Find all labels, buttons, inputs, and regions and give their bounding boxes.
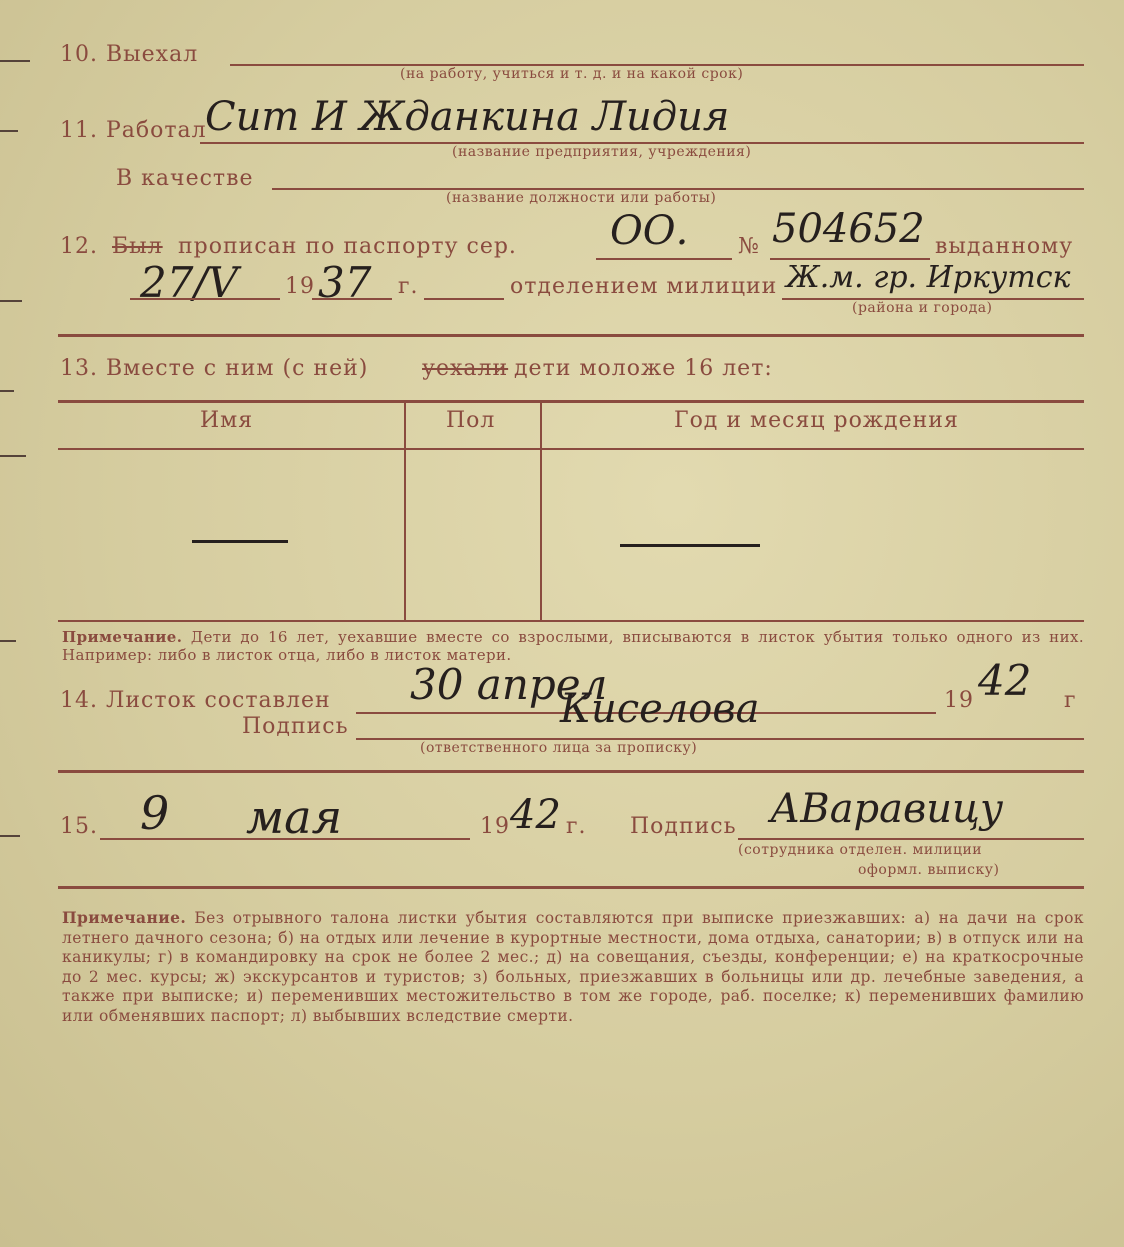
compiled-year-prefix: 19 (944, 688, 974, 713)
table-header-birth: Год и месяц рождения (674, 408, 959, 433)
table-bottom-border (58, 620, 1084, 622)
signature-15-hint-1: (сотрудника отделен. милиции (738, 842, 983, 858)
field-11-value: Сит И Жданкина Лидия (205, 94, 730, 140)
table-header-sex: Пол (446, 408, 496, 433)
edge-mark (0, 130, 18, 132)
footer-note-text: Без отрывного талона листки убытия составляются при выписке приезжавших: а) на дачи на срок летнего дачного сезона; б) на отдых или лечение в курортные местности, дома отдыха, санатории; в) в отпуск или на каникулы; г) в командировку на срок не более 2 мес.; д) на совещания, съезды, конференции; е) на краткосрочные до 2 мес. курсы; ж) экскурсантов и туристов; з) больных, приезжавших в больницы или др. лечебные заведения, а также при выписке; и) переменивших местожительство в том же городе, раб. поселке; к) переменивших фамилию или обменявших паспорт; л) выбывших вследствие смерти. (62, 909, 1085, 1025)
field-10-hint: (на работу, учиться и т. д. и на какой срок) (400, 66, 744, 82)
table-row (620, 544, 760, 547)
police-dept: Ж.м. гр. Иркутск (786, 260, 1071, 295)
footer-note (62, 908, 1084, 1026)
table-col-divider (540, 403, 542, 620)
signature-15-hint-2: оформл. выписку) (858, 862, 1000, 878)
discharge-month: мая (246, 790, 343, 844)
table-col-divider (404, 403, 406, 620)
issue-date-line (130, 298, 280, 300)
field-15-label: 15. (60, 814, 98, 839)
compiled-date: 30 апрел (410, 660, 608, 709)
section-divider (58, 334, 1084, 337)
signature-14: Киселова (560, 686, 760, 732)
signature-15-label: Подпись (630, 814, 737, 839)
edge-mark (0, 300, 22, 302)
field-11-label: 11. Работал (60, 118, 207, 143)
footer-note-title: Примечание. (62, 908, 187, 927)
edge-mark (0, 455, 26, 457)
section-divider (58, 770, 1084, 773)
section-divider (58, 886, 1084, 889)
table-header-border (58, 448, 1084, 450)
field-11-hint: (название предприятия, учреждения) (452, 144, 752, 160)
table-top-border (58, 400, 1084, 403)
issue-year: 37 (318, 258, 372, 307)
dept-hint: (района и города) (852, 300, 993, 316)
discharge-year-prefix: 19 (480, 814, 510, 839)
field-10-label: 10. Выехал (60, 42, 199, 67)
discharge-date-line (100, 838, 470, 840)
discharge-year: 42 (510, 792, 561, 838)
issue-year-prefix: 19 (285, 274, 315, 299)
series-line (596, 258, 732, 260)
field-13-label: 13. Вместе с ним (с ней) (60, 356, 369, 381)
number-label: № (738, 234, 760, 259)
edge-mark (0, 60, 30, 62)
table-row (192, 540, 288, 543)
issue-year-line (312, 298, 392, 300)
issued-label: выданному (935, 234, 1074, 259)
compiled-year: 42 (978, 656, 1032, 705)
children-note-text: Дети до 16 лет, уехавшие вместе со взрослыми, вписываются в листок убытия только одного из них. Например: либо в листок отца, либо в листок матери. (62, 628, 1084, 664)
field-13-label-struck: уехали (422, 356, 509, 381)
field-13-label-end: дети моложе 16 лет: (514, 356, 773, 381)
issue-year-label: г. (398, 274, 419, 299)
table-header-name: Имя (200, 408, 254, 433)
year-filler-line (424, 298, 504, 300)
issue-date: 27/V (140, 258, 238, 307)
signature-14-hint: (ответственного лица за прописку) (420, 740, 698, 756)
edge-mark (0, 640, 16, 642)
signature-15: АВаравицу (770, 786, 1004, 832)
passport-series: ОО. (610, 208, 689, 254)
discharge-day: 9 (140, 786, 170, 840)
position-hint: (название должности или работы) (446, 190, 717, 206)
edge-mark (0, 390, 14, 392)
compiled-year-label: г (1064, 688, 1077, 713)
children-note-title: Примечание. (62, 628, 183, 646)
edge-mark (0, 835, 20, 837)
signature-14-label: Подпись (242, 714, 349, 739)
signature-15-line (738, 838, 1084, 840)
dept-label: отделением милиции (510, 274, 778, 299)
passport-number: 504652 (772, 206, 925, 252)
discharge-year-label: г. (566, 814, 587, 839)
field-14-label: 14. Листок составлен (60, 688, 331, 713)
field-12-label-struck: Был (112, 234, 163, 259)
field-12-label: прописан по паспорту сер. (178, 234, 517, 259)
children-note (62, 628, 1084, 664)
field-12-label-number: 12. (60, 234, 98, 259)
position-label: В качестве (116, 166, 254, 191)
